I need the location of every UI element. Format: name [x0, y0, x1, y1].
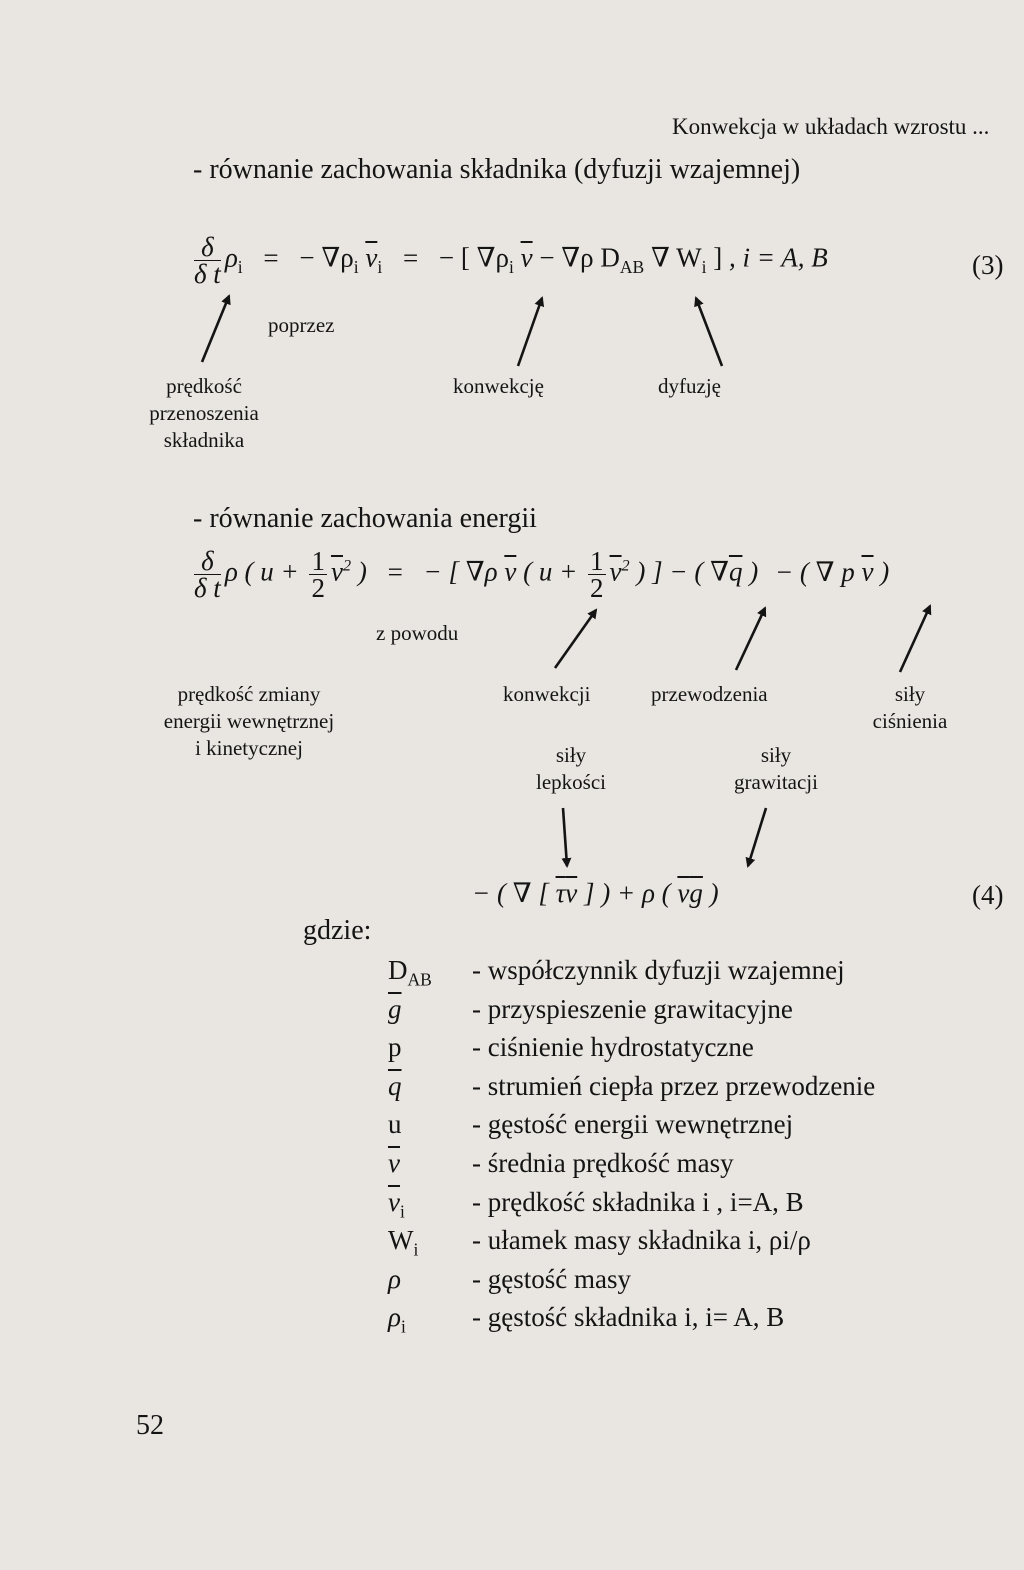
label-dyfuzje: dyfuzję [658, 374, 721, 398]
equation-3: $\frac{\delta}{\text{δ t}}$ $\rho_i$ = − $\nabla\rho_i$ $\overline{v}_i$ = − [ $\nabla\rho_i$ $\overline{v} - \nabla\rho$ $D_{AB}$ ∇ $W_i$ ] , i = A, B [194, 232, 828, 289]
label-sily-grawitacji: siły grawitacji [734, 743, 818, 794]
one-half: $\frac{1}{2}$ [590, 546, 604, 603]
partial-derivative: $\frac{\delta}{\text{δ t}}$ [194, 232, 221, 289]
running-header: Konwekcja w układach wzrostu ... [672, 114, 990, 139]
one-half: $\frac{1}{2}$ [311, 546, 325, 603]
arrow-cisnienia [900, 606, 930, 672]
arrow-predkosc [202, 296, 229, 362]
page-number: 52 [136, 1410, 164, 1441]
label-sily-cisnienia: siły ciśnienia [872, 682, 948, 733]
equation-4-line2: − ( ∇ [ $\overline{\tau}\overline{v}$ ] ) + ρ ( $\overline{v}\overline{g}$ ) [472, 878, 719, 908]
arrow-przewodzenia [736, 608, 765, 670]
partial-derivative: $\frac{\delta}{\text{δ t}}$ [194, 546, 221, 603]
arrow-konwekcji [555, 610, 596, 668]
label-predkosc-przenoszenia: prędkość przenoszenia składnika [149, 374, 259, 452]
label-sily-lepkosci: siły lepkości [536, 743, 606, 794]
book-page: Konwekcja w układach wzrostu ... - równanie zachowania składnika (dyfuzji wzajemnej) $\frac{\delta}{\text{δ t}}$ $\rho_i$ = − $\nabla\rho_i$ $\overline{v}_i$ = − [ $\nabla\rho_i$ $\overline{v} - \nabla\rho$ $D_{AB}$ ∇ $W_i$ ] , i = A, B (3) poprzez prędkość przenoszenia składnika konwekcję dyfuzję - równanie zachowania energii $\frac{\delta}{\text{δ t}}$ ρ ( u + $\frac{1}{2}$ $\overline{v}^2$ ) = − [ ∇ρ $\overline{v}$ ( u + $\frac{1}{2}$ $\overline{v}^2$ ) ] − ( $\nabla\overline{q}$ ) − ( ∇ p $\overline{v}$ ) z powodu prędkość zmiany energii wewnętrznej i kinetycznej konwekcji przewodzenia siły ciśnienia siły lepkości siły grawitacji − ( ∇ [ $\overline{\tau}\overline{v}$ ] ) + ρ ( $\overline{v}\overline{g}$ ) (4) gdzie: $D_{AB}$ - współczynnik dyfuzji wzajemnej $\overline{g}$ - przyspieszenie grawitacyjne p - ciśnienie hydrostatyczne $\overline{q}$ - strumień ciepła przez przewodzenie u - gęstość energii wewnętrznej $\overline{v}$ - średnia prędkość masy $\overline{v}_i$ - prędkość składnika i , i=A, B $W_i$ - ułamek masy składnika i, ρi/ρ ρ - gęstość masy $\rho_i$ - gęstość składnika i, i= A, B 52 [0, 0, 1024, 1570]
arrow-dyfuzje [696, 298, 722, 366]
label-przewodzenia: przewodzenia [651, 682, 768, 706]
label-z-powodu: z powodu [376, 621, 459, 645]
arrow-grawitacji [748, 808, 766, 866]
label-konwekcje: konwekcję [453, 374, 544, 398]
arrow-lepkosci [563, 808, 567, 866]
equation-number-4: (4) [972, 880, 1004, 910]
label-konwekcji: konwekcji [503, 682, 591, 706]
definitions-intro: gdzie: [303, 915, 372, 946]
section-title-energy: - równanie zachowania energii [193, 503, 537, 534]
section-title-species: - równanie zachowania składnika (dyfuzji wzajemnej) [193, 154, 801, 185]
arrow-konwekcje [518, 298, 542, 366]
equation-4-line1: $\frac{\delta}{\text{δ t}}$ ρ ( u + $\frac{1}{2}$ $\overline{v}^2$ ) = − [ ∇ρ $\overline{v}$ ( u + $\frac{1}{2}$ $\overline{v}^2$ ) ] − ( $\nabla\overline{q}$ ) − ( ∇ p $\overline{v}$ ) [194, 546, 890, 603]
label-predkosc-zmiany-energii: prędkość zmiany energii wewnętrznej i kinetycznej [163, 682, 335, 760]
label-poprzez: poprzez [268, 313, 335, 337]
equation-number-3: (3) [972, 250, 1004, 280]
